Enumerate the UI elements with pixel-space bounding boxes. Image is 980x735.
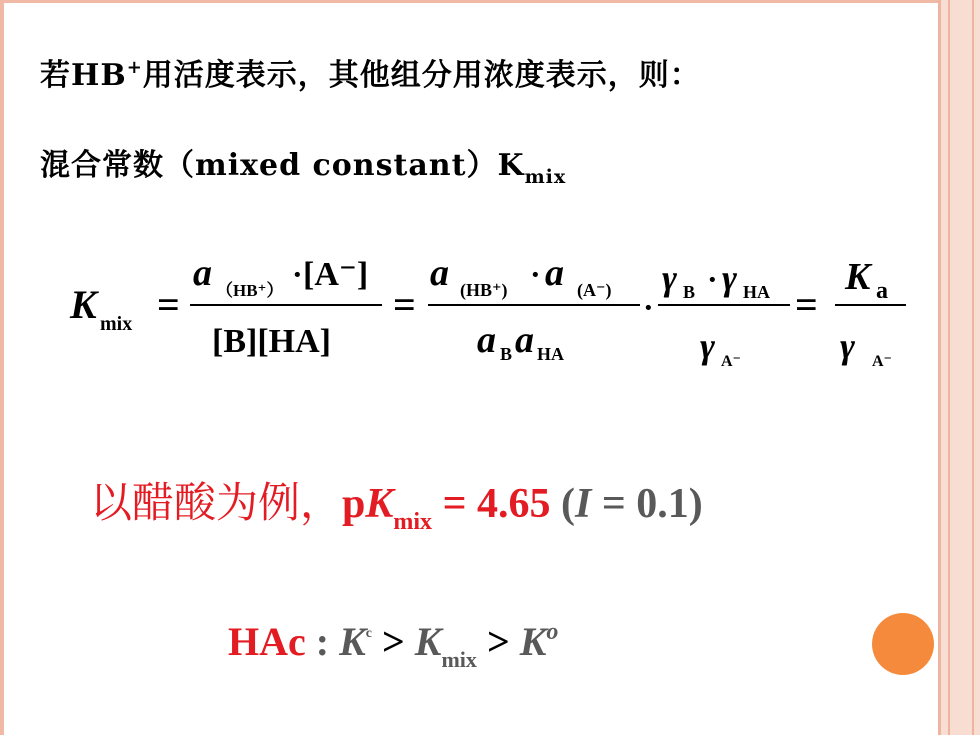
formula-eq-1: =	[157, 282, 180, 327]
frame-right-line	[938, 0, 941, 735]
line2-subscript: mix	[524, 166, 567, 188]
formula-dot-mid: ·	[643, 289, 654, 325]
hac-mix-sub: mix	[441, 647, 477, 672]
frac4-K: K	[845, 256, 871, 298]
hac-gt-1: >	[372, 619, 415, 664]
example-mix-sub: mix	[393, 509, 433, 535]
hac-gt-2: >	[476, 619, 520, 664]
frac3-A-sub: A⁻	[721, 353, 741, 370]
example-ionic-strength: = 0.1)	[591, 481, 703, 527]
line1-superscript: +	[126, 57, 143, 78]
frac1-a: a	[193, 252, 212, 294]
example-K: K	[365, 481, 394, 527]
frac2-a1: a	[430, 252, 449, 294]
hac-colon: :	[305, 619, 340, 664]
frac2-a-minus-sub: (A⁻)	[577, 280, 612, 300]
line2-text: 混合常数（mixed constant）K	[40, 148, 525, 183]
example-chinese-text: 以醋酸为例，	[90, 478, 343, 527]
frac4-gamma: γ	[840, 326, 855, 366]
hac-c-sup: c	[365, 626, 372, 641]
frac1-denominator: [B][HA]	[212, 323, 331, 360]
hac-Kmix: K	[414, 619, 442, 664]
frac2-B-sub: B	[500, 344, 513, 364]
frac3-gamma-HA: γ	[722, 258, 737, 298]
frac2-hb-sub: (HB⁺)	[460, 280, 508, 300]
line1-prefix: 若HB	[40, 58, 127, 93]
frac1-hb-sub: （HB⁺）	[216, 281, 284, 300]
frac4-a-sub: a	[876, 278, 888, 304]
frame-right-line	[948, 0, 950, 735]
frac2-dot: ·	[530, 256, 541, 292]
frac1-A-bracket: [A⁻]	[303, 256, 369, 293]
frac3-dot: ·	[707, 261, 718, 297]
hac-o-sup: o	[546, 619, 559, 645]
acetic-acid-example	[90, 470, 703, 536]
formula-mix-sub: mix	[100, 313, 133, 335]
formula-K: K	[70, 282, 97, 327]
frac2-HA-sub: HA	[537, 344, 564, 364]
hac-Ko: K	[519, 619, 547, 664]
frac3-gamma-A: γ	[700, 326, 715, 366]
example-p: p	[342, 481, 366, 527]
frac1-dot: ·	[292, 256, 303, 292]
formula-eq-3: =	[795, 282, 818, 327]
frac3-gamma-B: γ	[662, 258, 677, 298]
frac3-HA-sub: HA	[743, 282, 770, 302]
hac-inequality	[228, 618, 558, 673]
formula-eq-2: =	[393, 282, 416, 327]
frac2-aHA: a	[515, 319, 534, 361]
decorative-orange-circle	[872, 613, 934, 675]
frac4-A-sub: A⁻	[872, 353, 892, 370]
example-I: I	[575, 481, 592, 527]
hac-label: HAc	[228, 619, 306, 664]
example-paren: (	[561, 481, 575, 527]
line1-suffix: 用活度表示，其他组分用浓度表示，则：	[142, 58, 701, 93]
frame-right-line	[972, 0, 974, 735]
hac-Kc: K	[339, 619, 366, 664]
example-value: = 4.65	[432, 481, 561, 527]
frac2-a2: a	[545, 252, 564, 294]
frac2-aB: a	[477, 319, 496, 361]
frac3-B-sub: B	[683, 282, 696, 302]
